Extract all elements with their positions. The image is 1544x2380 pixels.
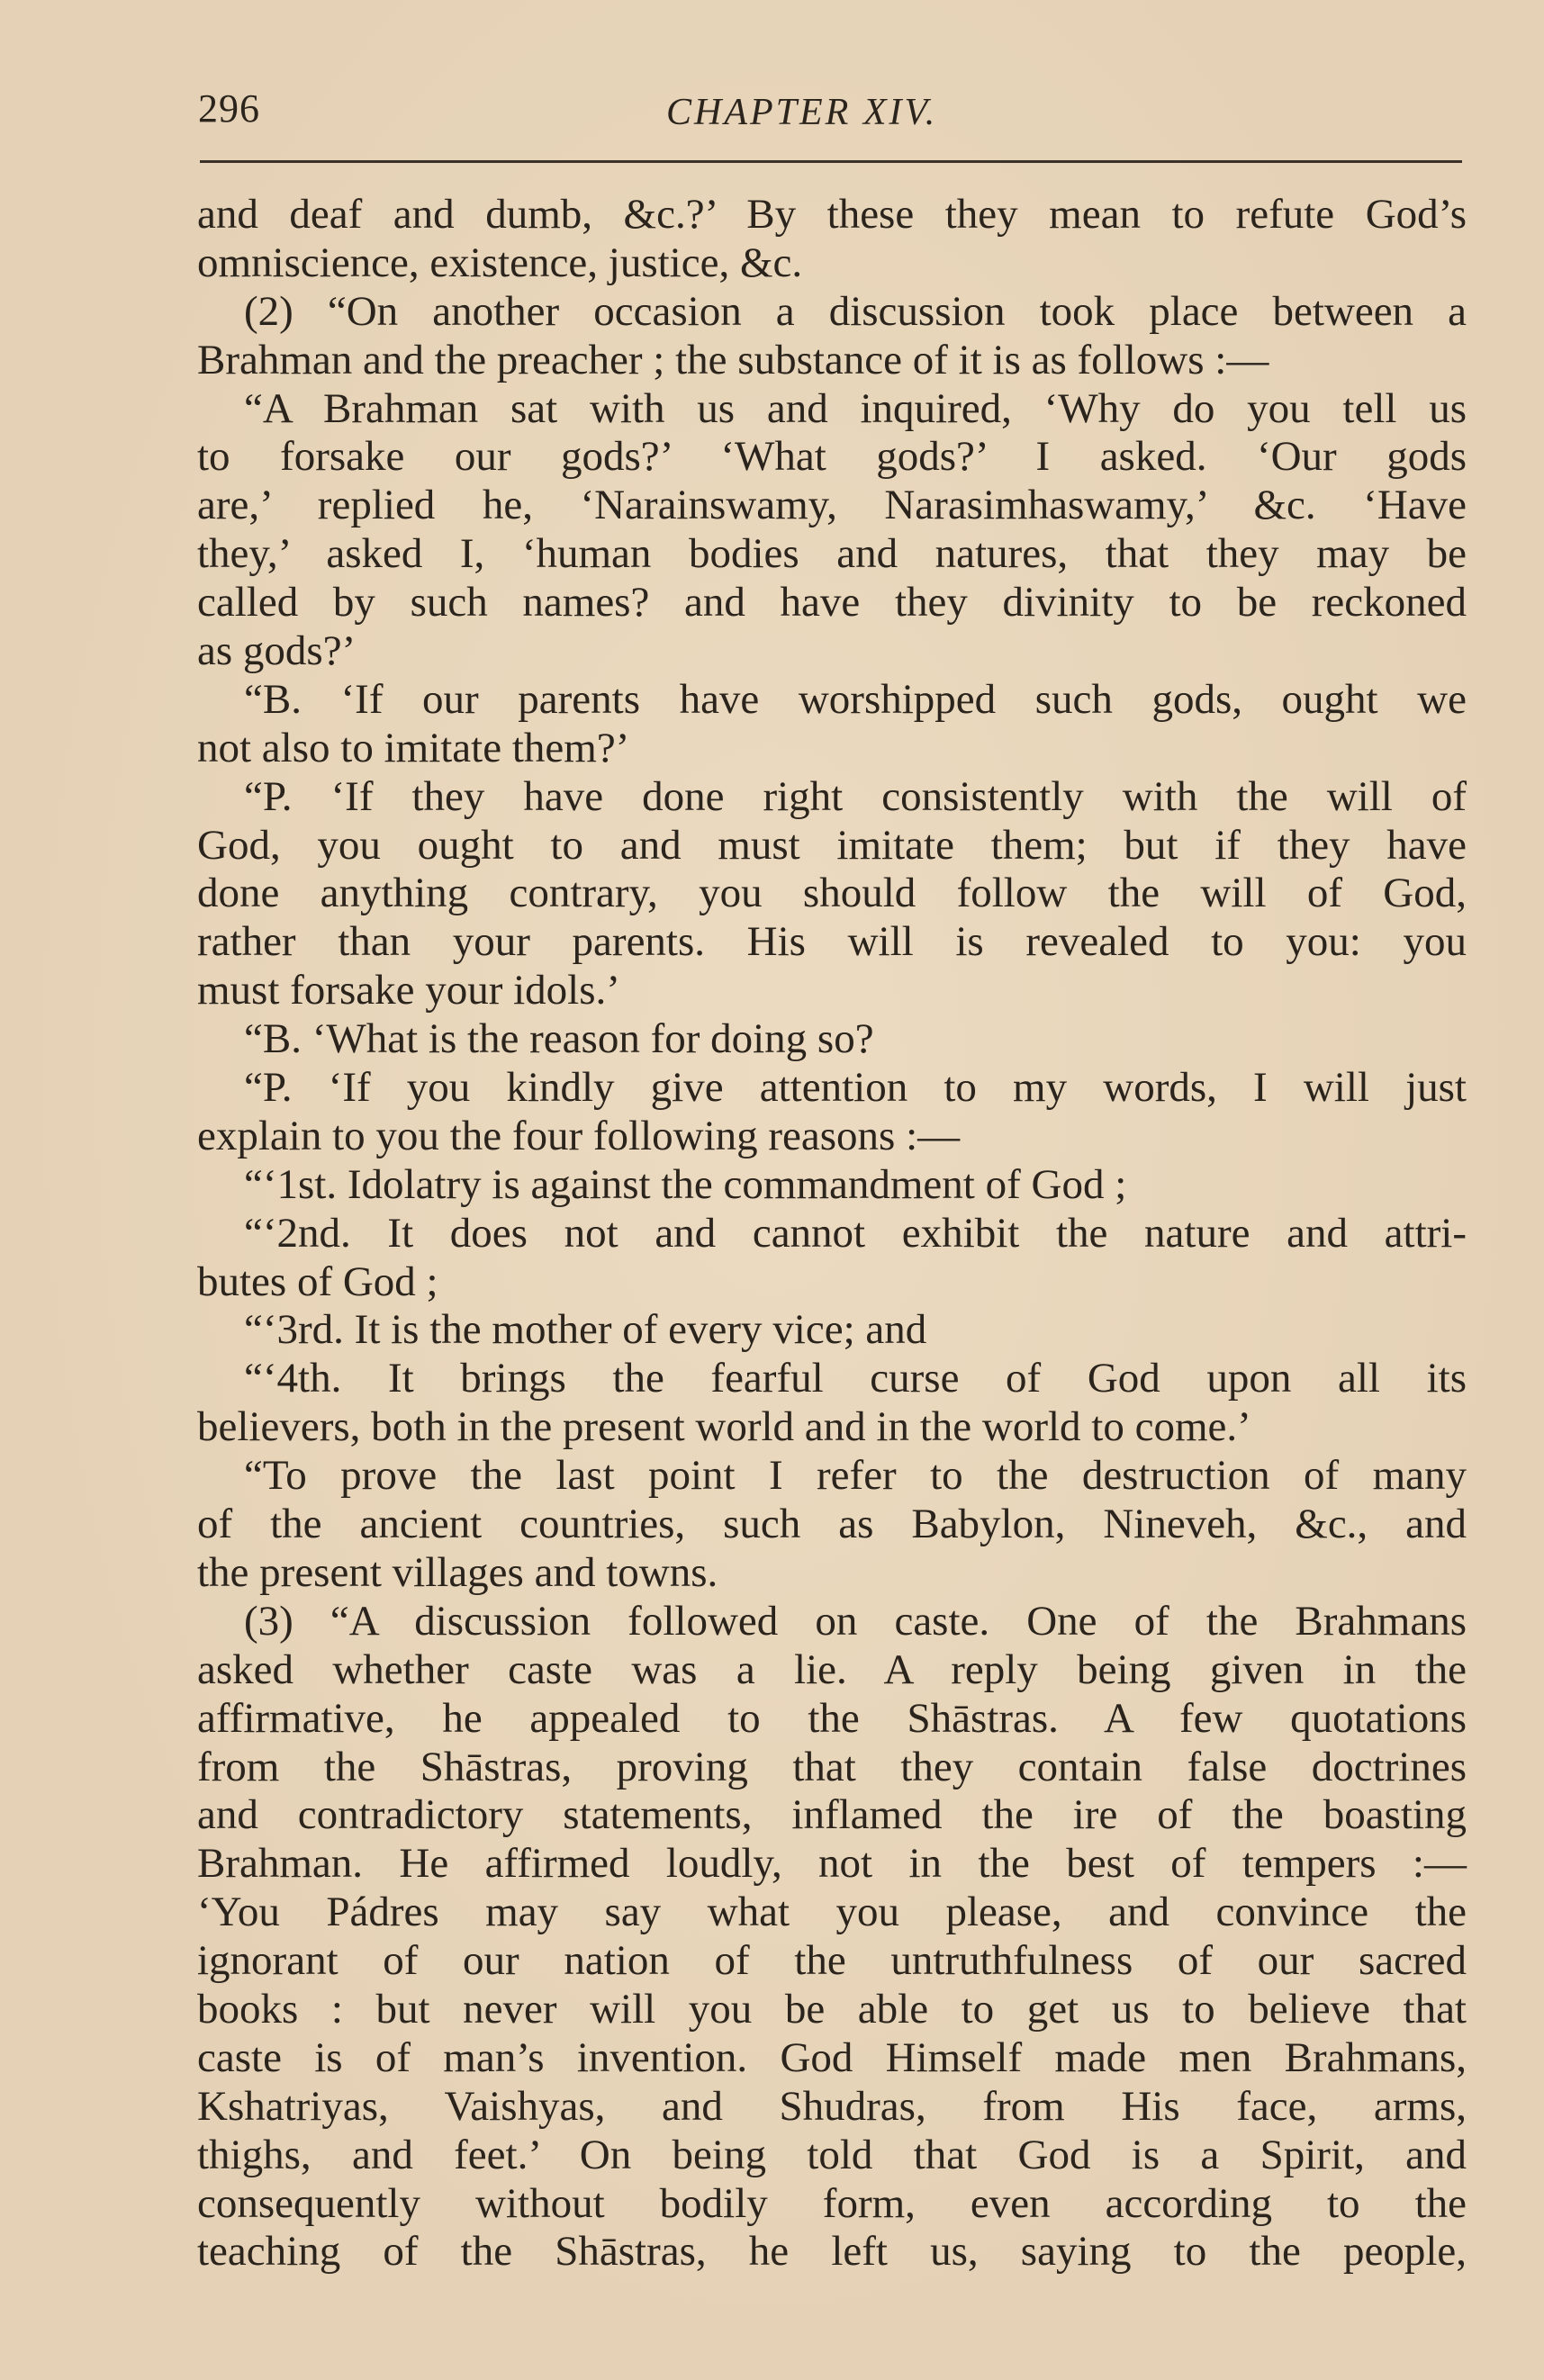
text-line: Brahman and the preacher ; the substance of it is as follows :— — [197, 336, 1269, 383]
text-line: omniscience, existence, justice, &c. — [197, 239, 803, 286]
text-line: butes of God ; — [197, 1258, 438, 1305]
text-line: books : but never will you be able to get us to believe that — [197, 1985, 1467, 2033]
text-line: rather than your parents. His will is revealed to you: you — [197, 918, 1467, 966]
text-line: the present villages and towns. — [197, 1548, 718, 1596]
text-line: Kshatriyas, Vaishyas, and Shudras, from His face, arms, — [197, 2082, 1467, 2130]
text-line: “P. ‘If you kindly give attention to my words, I will just — [244, 1064, 1467, 1112]
text-line: ignorant of our nation of the untruthfulness of our sacred — [197, 1937, 1467, 1985]
text-line: asked whether caste was a lie. A reply being given in the — [197, 1645, 1467, 1693]
text-line: are,’ replied he, ‘Narainswamy, Narasimhaswamy,’ &c. ‘Have — [197, 482, 1467, 529]
text-line: affirmative, he appealed to the Shāstras. A few quotations — [197, 1694, 1467, 1742]
text-line: (2) “On another occasion a discussion took place between a — [244, 287, 1467, 335]
text-line: believers, both in the present world and in the world to come.’ — [197, 1403, 1251, 1451]
text-line: “‘1st. Idolatry is against the commandment of God ; — [244, 1160, 1127, 1208]
text-line: “A Brahman sat with us and inquired, ‘Why do you tell us — [244, 384, 1467, 432]
text-line: explain to you the four following reasons :— — [197, 1112, 961, 1159]
text-line: of the ancient countries, such as Babylon, Nineveh, &c., and — [197, 1501, 1467, 1548]
text-line: not also to imitate them?’ — [197, 724, 630, 771]
text-line: must forsake your idols.’ — [197, 967, 620, 1014]
text-line: “‘3rd. It is the mother of every vice; and — [244, 1306, 927, 1354]
text-line: “B. ‘If our parents have worshipped such gods, ought we — [244, 675, 1467, 723]
running-head: CHAPTER XIV. — [666, 92, 938, 133]
text-line: and deaf and dumb, &c.?’ By these they mean to refute God’s — [197, 191, 1467, 238]
text-line: ‘You Pádres may say what you please, and convince the — [197, 1889, 1467, 1936]
body-text — [197, 191, 1467, 2276]
text-line: teaching of the Shāstras, he left us, saying to the people, — [197, 2228, 1467, 2276]
text-line: (3) “A discussion followed on caste. One of the Brahmans — [244, 1597, 1467, 1645]
text-line: “To prove the last point I refer to the destruction of many — [244, 1452, 1467, 1500]
text-line: thighs, and feet.’ On being told that God is a Spirit, and — [197, 2131, 1467, 2178]
text-line: done anything contrary, you should follow the will of God, — [197, 870, 1467, 917]
text-line: “P. ‘If they have done right consistently with the will of — [244, 772, 1467, 820]
page-header — [198, 86, 1467, 149]
text-line: God, you ought to and must imitate them; but if they have — [197, 821, 1467, 869]
header-rule — [200, 160, 1462, 163]
text-line: Brahman. He affirmed loudly, not in the best of tempers :— — [197, 1840, 1467, 1888]
text-line: as gods?’ — [197, 627, 357, 675]
text-line: from the Shāstras, proving that they contain false doctrines — [197, 1743, 1467, 1790]
text-line: called by such names? and have they divinity to be reckoned — [197, 579, 1467, 627]
text-line: to forsake our gods?’ ‘What gods?’ I asked. ‘Our gods — [197, 433, 1467, 481]
page-number: 296 — [198, 86, 260, 131]
text-line: “‘2nd. It does not and cannot exhibit the nature and attri- — [244, 1209, 1467, 1257]
text-line: “‘4th. It brings the fearful curse of God upon all its — [244, 1355, 1467, 1402]
text-line: and contradictory statements, inflamed the ire of the boasting — [197, 1791, 1467, 1839]
text-line: “B. ‘What is the reason for doing so? — [244, 1015, 874, 1063]
text-line: consequently without bodily form, even according to the — [197, 2179, 1467, 2227]
text-line: they,’ asked I, ‘human bodies and natures, that they may be — [197, 530, 1467, 578]
text-line: caste is of man’s invention. God Himself made men Brahmans, — [197, 2033, 1467, 2081]
